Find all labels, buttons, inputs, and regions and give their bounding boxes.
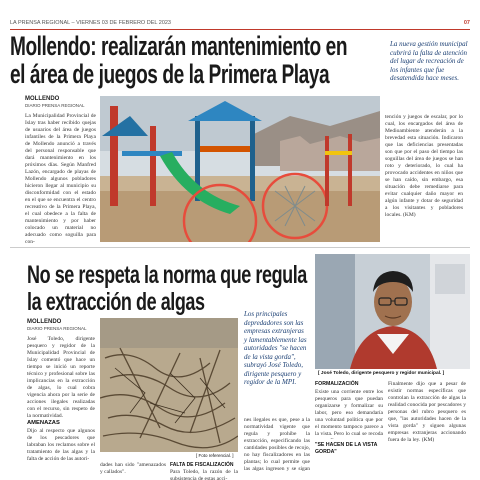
story2-column3: nes ilegales es que, pese a la normatividad vigente que regula y prohíbe la extracción, especificando las cantidades posibles de recojo, no hay fiscalizadores en las plantas; lo cual permite que las algas ingresen y se sigan: [244, 417, 310, 472]
story2-byline: MOLLENDO: [27, 319, 62, 325]
story2-headline-line1: No se respeta la norma que regula: [27, 261, 307, 289]
story2-column2b: Para Toledo, la razón de la subsistencia de estas acci-: [170, 469, 238, 480]
algae-photo: [100, 318, 238, 452]
story1-column3: tención y juegos de escalar, por lo cual, los encargados del área de Medioambiente atenderán a la brevedad esta situación. Indicaron que las deficiencias presentadas son que por el paso del tiempo las soguillas del área de juegos se han roto y deteriorado, lo cual ha provocado accidentes en niños que se han caído, sin embargo, esa situación debe remediarse para evitar cualquier daño mayor en algún infante y dotar de seguridad a los visitantes y pobladores locales. (KM): [385, 114, 463, 218]
running-head-text: LA PRENSA REGIONAL – VIERNES 03 DE FEBRERO DEL 2023: [10, 20, 171, 26]
story2-subhead-fiscalizacion: FALTA DE FISCALIZACIÓN: [170, 462, 234, 468]
playground-photo: [100, 96, 380, 242]
section-divider: [10, 247, 470, 248]
story2-column4: Existe una corriente entre los pesqueros para que puedan organizarse y formalizar su labor, pero eso demandaría una voluntad política que por el momento tampoco parece a la vista. Pero lo cual se recoda: [315, 389, 383, 437]
story1-byline: MOLLENDO: [25, 96, 60, 102]
story2-subhead-vista-gorda: "SE HACEN DE LA VISTA GORDA": [315, 442, 378, 455]
playground-photo-art: [100, 96, 380, 242]
story2-column5: Finalmente dijo que a pesar de existir normas específicas que controlan la extracción de algas la realidad conocida por pescadores y personas del rubro pesquero es que, "las autoridades hacen de la vista gorda" y siguen algunas empresas extranjeras accionando fuera de la ley. (KM): [388, 381, 466, 443]
story2-subhead-formalizacion: FORMALIZACIÓN: [315, 381, 359, 387]
portrait-photo: [315, 254, 470, 369]
story1-source: DIARIO PRENSA REGIONAL: [25, 103, 85, 108]
portrait-photo-caption: [ José Toledo, dirigente pesquero y regidor municipal. ]: [318, 371, 445, 376]
story1-headline-line2: el área de juegos de la Primera Playa: [10, 59, 330, 89]
running-head: [10, 20, 470, 30]
portrait-photo-art: [315, 254, 470, 369]
story2-column2a: dades han sido "amenazados y callados".: [100, 462, 166, 475]
story1-column1: La Municipalidad Provincial de Islay tras haber recibido quejas de usuarios del área de juegos infantiles de la Primera Playa de Mollendo anunció a través del personal responsable que dará mantenimiento en los próximos días. Según Manfred Lazón, encargado de playas de Mollendo algunos pobladores hicieron llegar al municipio su disconformidad con el estado en el que se encuentra el centro recreativo de la Primera Playa, el cual obedece a la falta de mantenimiento y por haber colocado un material no adecuado como soguilla para con-: [25, 113, 96, 243]
story2-source: DIARIO PRENSA REGIONAL: [27, 326, 87, 331]
story2-column1b: Dijo al respecto que algunos de los pescadores que labraban los reclamos sobre el tratamiento de las algas y la falta de acción de las autori-: [27, 428, 95, 462]
story2-headline-line2: la extracción de algas: [27, 288, 205, 316]
story1-pullquote: La nueva gestión municipal cubrirá la falta de atención del lugar de recreación de los infantes que fue desatendida hace meses.: [390, 40, 468, 82]
page-number: 07: [463, 20, 470, 26]
story2-pullquote: Los principales depredadores son las empresas extranjeras y lamentablemente las autoridades "se hacen de la vista gorda", subrayó José Toledo, dirigente pesquero y regidor de la MPI.: [244, 310, 307, 386]
story2-column1: José Toledo, dirigente pesquero y regidor de la Municipalidad Provincial de Islay comentó que hace un tiempo se inició un reporte técnico y profesional sobre las implicancias en la extracción de algas, lo cual cobra vigencia ahora por la serie de acciones ilegales realizadas con el recurso, sin respeto de la normatividad.: [27, 336, 95, 419]
algae-photo-art: [100, 318, 238, 452]
story1-headline-line1: Mollendo: realizarán mantenimiento en: [10, 31, 348, 61]
algae-photo-caption: [ Foto referencial. ]: [196, 453, 234, 458]
story2-subhead-amenazas: AMENAZAS: [27, 420, 60, 426]
